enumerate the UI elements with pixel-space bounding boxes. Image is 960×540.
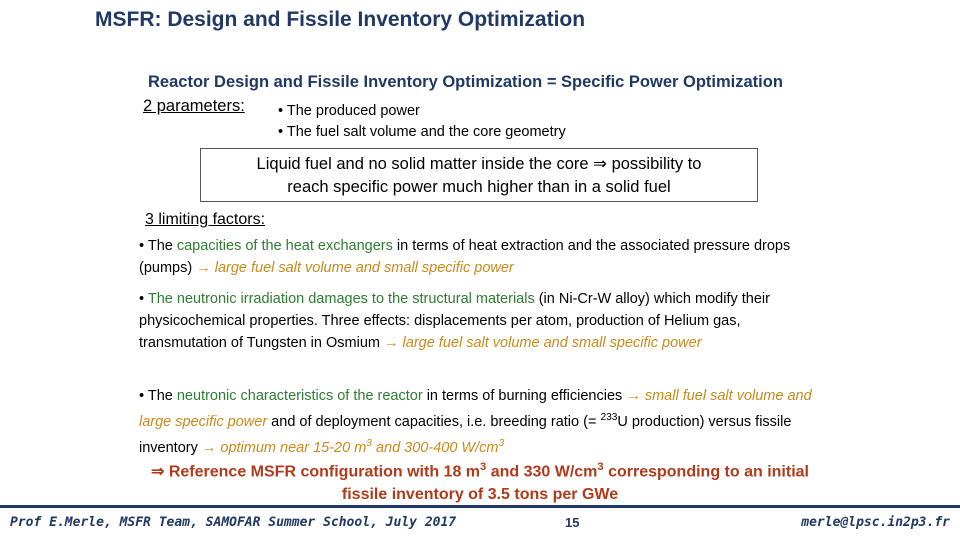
factor-consequence: and 300-400 W/cm	[371, 439, 499, 456]
parameter-item	[278, 103, 420, 119]
key-statement-box	[200, 148, 758, 202]
conclusion-text: Reference MSFR configuration with 18 m	[164, 463, 481, 481]
conclusion	[145, 456, 815, 506]
factor-consequence: large fuel salt volume and small specific power	[398, 335, 702, 351]
superscript: 3	[597, 461, 604, 473]
limiting-factor-1	[139, 235, 829, 279]
limiting-factors-label: 3 limiting factors:	[145, 211, 266, 228]
arrow-icon: →	[626, 388, 641, 404]
conclusion-text: corresponding to an initial fissile inventory of 3.5 tons per GWe	[341, 463, 809, 504]
factor-highlight: neutronic characteristics of the reactor	[176, 388, 423, 404]
factor-text: and of deployment capacities, i.e. breeding ratio (=	[267, 413, 601, 430]
footer-author: Prof E.Merle, MSFR Team, SAMOFAR Summer School, July 2017	[10, 515, 457, 530]
factor-text: (in Ni-Cr-W alloy) which modify their physicochemical properties. Three effects: displacements per atom, production of Helium gas, transmutation of Tungsten in Osmium	[139, 291, 770, 351]
bullet-icon: •	[278, 103, 284, 119]
parameter-text: The fuel salt volume and the core geometry	[286, 124, 566, 140]
box-line: reach specific power much higher than in a solid fuel	[287, 178, 671, 196]
limiting-factor-3	[139, 385, 829, 459]
footer-divider	[0, 505, 960, 508]
page-number: 15	[565, 515, 580, 530]
factor-highlight: The neutronic irradiation damages to the structural materials	[147, 291, 535, 307]
superscript: 3	[498, 437, 505, 449]
factor-text: in terms of burning efficiencies	[422, 388, 627, 404]
arrow-icon: →	[201, 439, 217, 456]
factor-text: • The	[139, 238, 177, 254]
factor-consequence: small fuel salt volume and large specific power	[139, 388, 812, 430]
factor-text: in terms of heat extraction and the associated pressure drops (pumps)	[139, 238, 791, 276]
factor-consequence: optimum near 15-20 m	[216, 439, 367, 456]
bullet-icon: •	[278, 124, 284, 140]
footer-email: merle@lpsc.in2p3.fr	[801, 515, 950, 530]
superscript: 3	[480, 461, 487, 473]
factor-text: •	[139, 291, 148, 307]
factor-text: U production) versus fissile inventory	[139, 413, 792, 456]
factor-text: • The	[139, 388, 177, 404]
limiting-factor-2	[139, 288, 829, 354]
factor-highlight: capacities of the heat exchangers	[176, 238, 393, 254]
arrow-icon: →	[384, 335, 399, 351]
parameters-label: 2 parameters:	[143, 97, 245, 115]
conclusion-text: and 330 W/cm	[486, 463, 598, 481]
arrow-icon: →	[196, 260, 211, 276]
slide-title: MSFR: Design and Fissile Inventory Optimization	[95, 8, 586, 31]
factor-consequence: large fuel salt volume and small specific power	[210, 260, 514, 276]
superscript: 3	[366, 437, 372, 449]
parameter-text: The produced power	[286, 103, 420, 119]
box-line: Liquid fuel and no solid matter inside the core ⇒ possibility to	[256, 155, 702, 173]
implies-arrow-icon: ⇒	[151, 463, 165, 481]
slide-subtitle: Reactor Design and Fissile Inventory Optimization = Specific Power Optimization	[148, 73, 783, 91]
parameter-item	[278, 124, 566, 140]
superscript: 233	[600, 412, 618, 423]
